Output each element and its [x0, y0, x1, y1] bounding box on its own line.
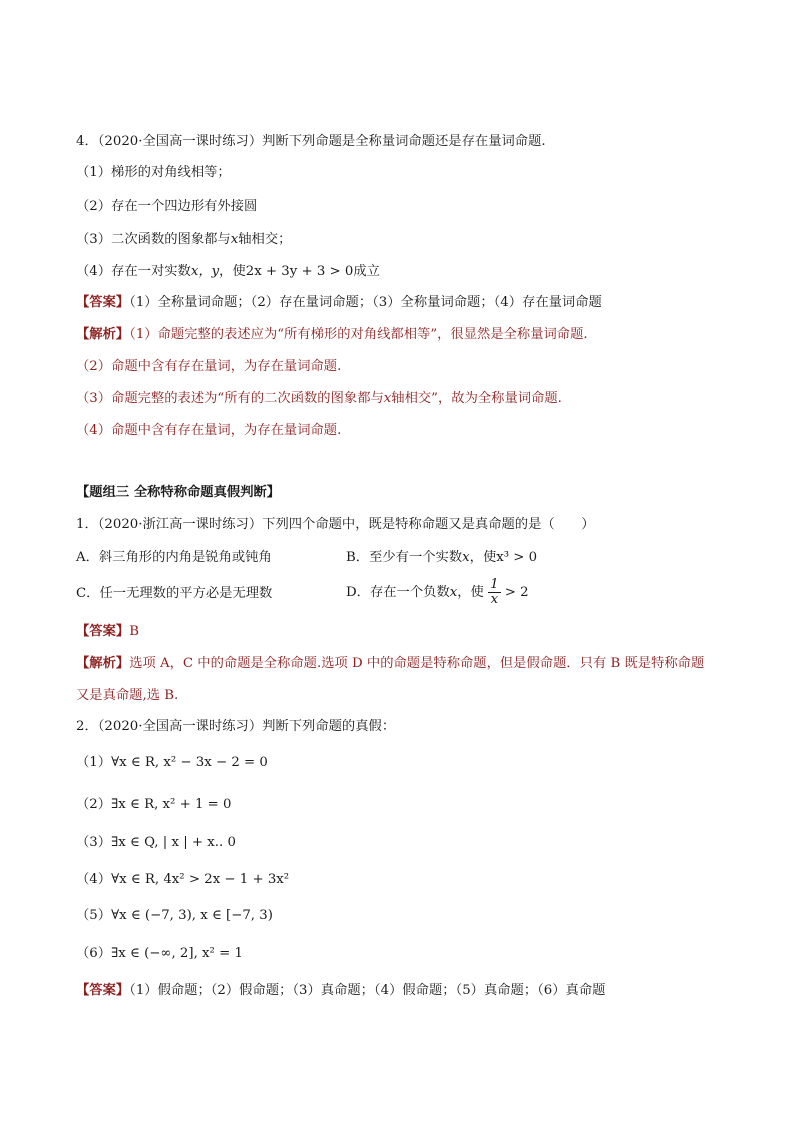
proposition-3 — [76, 833, 236, 853]
option-b-text-a: B．至少有一个实数 — [346, 550, 463, 565]
question-4-analysis-3-var: x — [383, 391, 392, 406]
question-4-item-4-vars: x，y — [190, 264, 220, 279]
option-d-fraction-numerator: 1 — [490, 577, 499, 592]
proposition-4-label: （4） — [76, 872, 112, 887]
analysis-tag: 【解析】 — [76, 656, 130, 671]
group-3-question-1-analysis-2: 又是真命题,选 B. — [76, 688, 179, 703]
proposition-5-formula: ∀x ∈ (−7, 3), x ∈ [−7, 3) — [111, 908, 273, 923]
answer-tag: 【答案】 — [76, 983, 130, 998]
option-d-text-a: D．存在一个负数 — [346, 585, 450, 600]
proposition-6-formula: ∃x ∈ (−∞, 2], x² = 1 — [111, 946, 243, 961]
question-4-analysis-4: （4）命题中含有存在量词，为存在量词命题. — [76, 423, 342, 438]
option-d-text-b: ，使 — [457, 585, 484, 600]
group-3-question-2-answer — [76, 981, 605, 1001]
question-4-analysis-2: （2）命题中含有存在量词，为存在量词命题. — [76, 359, 342, 374]
question-4-item-4-inequality: 2x + 3y + 3 > 0 — [245, 264, 354, 279]
question-4-analysis-3 — [76, 389, 562, 409]
question-4-item-1: （1）梯形的对角线相等； — [76, 165, 231, 180]
proposition-5-label: （5） — [76, 908, 112, 923]
question-4-item-3-text-b: 轴相交； — [238, 232, 292, 247]
question-4-item-4-text-c: 成立 — [353, 264, 380, 279]
answer-tag: 【答案】 — [76, 624, 130, 639]
option-b — [346, 548, 537, 568]
option-b-var: x — [462, 550, 470, 565]
proposition-1-formula: ∀x ∈ R, x² − 3x − 2 = 0 — [111, 755, 268, 770]
option-b-inequality: x³ > 0 — [496, 550, 538, 565]
question-4-stem: 4．（2020·全国高一课时练习）判断下列命题是全称量词命题还是存在量词命题. — [76, 134, 546, 149]
answer-tag: 【答案】 — [76, 295, 130, 310]
proposition-3-label: （3） — [76, 835, 112, 850]
question-4-answer-text: （1）全称量词命题；（2）存在量词命题；（3）全称量词命题；（4）存在量词命题 — [129, 295, 602, 310]
option-c: C．任一无理数的平方必是无理数 — [76, 586, 273, 601]
question-4-analysis-1 — [76, 325, 588, 345]
analysis-tag: 【解析】 — [76, 327, 130, 342]
group-3-question-2-stem: 2．（2020·全国高一课时练习）判断下列命题的真假： — [76, 719, 396, 734]
option-d-fraction-denominator: x — [490, 592, 499, 607]
group-3-question-1-analysis-1-text: 选项 A，C 中的命题是全称命题.选项 D 中的命题是特称命题，但是假命题．只有 B 既是特称命题 — [129, 656, 705, 671]
group-3-question-1-stem: 1．（2020·浙江高一课时练习）下列四个命题中，既是特称命题又是真命题的是（ ） — [76, 517, 595, 532]
question-4-item-4 — [76, 262, 380, 282]
question-4-analysis-3-text-a: （3）命题完整的表述为“所有的二次函数的图象都与 — [76, 391, 384, 406]
group-3-heading: 【题组三 全称特称命题真假判断】 — [76, 485, 281, 500]
proposition-3-formula: ∃x ∈ Q, | x | + x.. 0 — [111, 835, 236, 850]
group-3-question-1-analysis-1 — [76, 654, 704, 674]
option-d-fraction — [488, 578, 500, 607]
question-4-item-4-text-b: ，使 — [219, 264, 246, 279]
option-b-text-b: ，使 — [469, 550, 497, 565]
proposition-2-label: （2） — [76, 797, 112, 812]
option-d-var: x — [449, 585, 458, 600]
question-4-item-2: （2）存在一个四边形有外接圆 — [76, 199, 258, 214]
group-3-question-1-answer — [76, 622, 139, 642]
proposition-2-formula: ∃x ∈ R, x² + 1 = 0 — [111, 797, 232, 812]
proposition-4-formula: ∀x ∈ R, 4x² > 2x − 1 + 3x² — [111, 872, 290, 887]
proposition-2 — [76, 795, 231, 815]
question-4-item-4-text-a: （4）存在一对实数 — [76, 264, 191, 279]
question-4-item-3-var: x — [230, 232, 239, 247]
question-4-answer — [76, 293, 602, 313]
proposition-4 — [76, 870, 289, 890]
question-4-item-3-text-a: （3）二次函数的图象都与 — [76, 232, 231, 247]
group-3-question-1-answer-text: B — [129, 624, 139, 639]
group-3-question-2-answer-text: （1）假命题；（2）假命题；（3）真命题；（4）假命题；（5）真命题；（6）真命题 — [129, 983, 606, 998]
proposition-6 — [76, 944, 243, 964]
question-4-analysis-3-text-b: 轴相交”，故为全称量词命题. — [391, 391, 562, 406]
proposition-1 — [76, 753, 268, 773]
proposition-5 — [76, 906, 273, 926]
question-4-analysis-1-text: （1）命题完整的表述应为“所有梯形的对角线都相等”，很显然是全称量词命题. — [129, 327, 588, 342]
option-d — [346, 576, 529, 610]
question-4-item-3 — [76, 230, 291, 250]
proposition-1-label: （1） — [76, 755, 112, 770]
option-a: A．斜三角形的内角是锐角或钝角 — [76, 550, 272, 565]
option-d-inequality: > 2 — [504, 585, 529, 600]
proposition-6-label: （6） — [76, 946, 112, 961]
